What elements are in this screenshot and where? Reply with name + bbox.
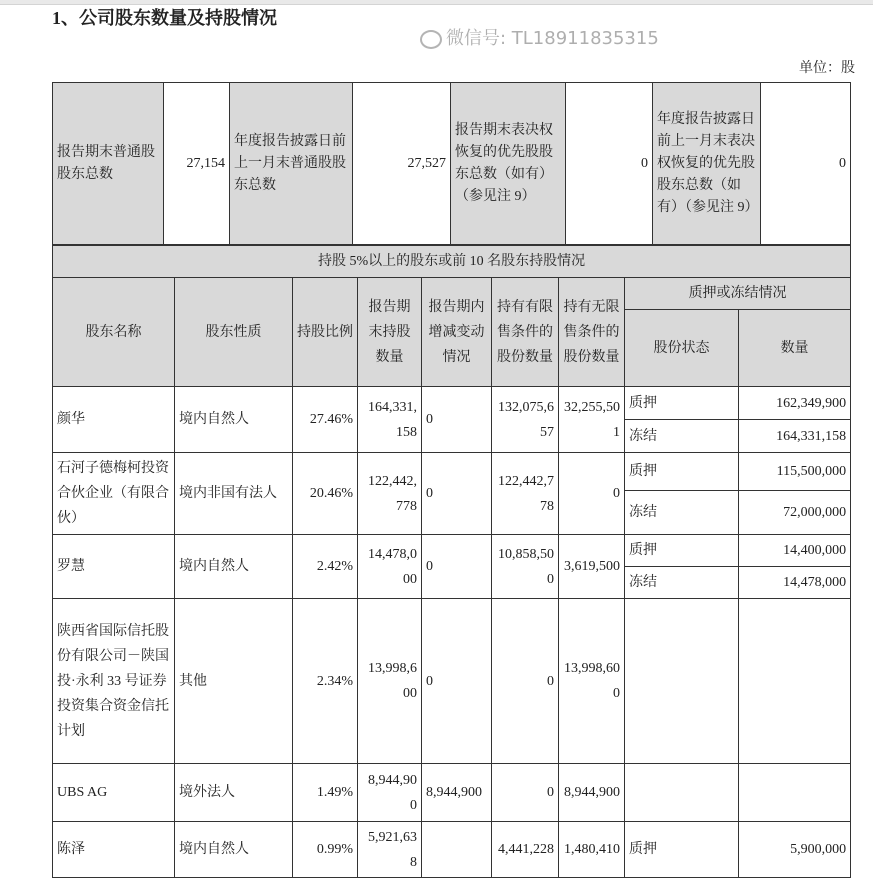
- cell-nature: 境内自然人: [175, 822, 293, 878]
- cell-change: 0: [422, 453, 492, 535]
- cell-restricted: 4,441,228: [492, 822, 559, 878]
- cell-pledge-status: 冻结: [625, 420, 739, 453]
- watermark-text: 微信号: TL18911835315: [446, 28, 659, 49]
- header-change: 报告期内增减变动情况: [422, 278, 492, 387]
- cell-pledge-quantity: 5,900,000: [739, 822, 851, 878]
- cell-change: 0: [422, 387, 492, 453]
- cell-unrestricted: 32,255,501: [559, 387, 625, 453]
- header-restricted: 持有有限售条件的股份数量: [492, 278, 559, 387]
- cell-pledge-quantity: 162,349,900: [739, 387, 851, 420]
- header-quantity: 数量: [739, 310, 851, 387]
- cell-restricted: 132,075,657: [492, 387, 559, 453]
- cell-pledge-quantity: 14,478,000: [739, 567, 851, 599]
- cell-restricted: 0: [492, 764, 559, 822]
- cell-unrestricted: 8,944,900: [559, 764, 625, 822]
- header-unrestricted: 持有无限售条件的股份数量: [559, 278, 625, 387]
- section-heading: 1、公司股东数量及持股情况: [52, 8, 277, 28]
- cell-nature: 境内自然人: [175, 535, 293, 599]
- header-status: 股份状态: [625, 310, 739, 387]
- cell-ratio: 0.99%: [293, 822, 358, 878]
- header-shares: 报告期末持股数量: [358, 278, 422, 387]
- cell-shares: 13,998,600: [358, 599, 422, 764]
- cell-change: [422, 822, 492, 878]
- cell-shares: 8,944,900: [358, 764, 422, 822]
- cell-pledge-status: 冻结: [625, 567, 739, 599]
- summary-label-4: 年度报告披露日前上一月末表决权恢复的优先股股东总数（如有）（参见注 9）: [653, 83, 761, 245]
- cell-pledge-status: [625, 764, 739, 822]
- cell-unrestricted: 0: [559, 453, 625, 535]
- tables-container: [52, 82, 850, 878]
- cell-name: UBS AG: [53, 764, 175, 822]
- table-row: [53, 599, 851, 764]
- cell-name: 罗慧: [53, 535, 175, 599]
- summary-value-2: 27,527: [353, 83, 451, 245]
- header-name: 股东名称: [53, 278, 175, 387]
- watermark: [420, 24, 659, 50]
- cell-name: 颜华: [53, 387, 175, 453]
- cell-pledge-quantity: 14,400,000: [739, 535, 851, 567]
- cell-pledge-quantity: [739, 764, 851, 822]
- summary-value-4: 0: [761, 83, 851, 245]
- cell-pledge-status: 质押: [625, 822, 739, 878]
- cell-unrestricted: 3,619,500: [559, 535, 625, 599]
- cell-shares: 122,442,778: [358, 453, 422, 535]
- cell-unrestricted: 13,998,600: [559, 599, 625, 764]
- header-pledge-group: 质押或冻结情况: [625, 278, 851, 310]
- summary-label-3: 报告期末表决权恢复的优先股股东总数（如有）（参见注 9）: [451, 83, 566, 245]
- cell-nature: 境内自然人: [175, 387, 293, 453]
- table-row: [53, 764, 851, 822]
- top-shareholders-table: [52, 245, 851, 878]
- cell-pledge-quantity: 72,000,000: [739, 491, 851, 535]
- cell-shares: 14,478,000: [358, 535, 422, 599]
- cell-pledge-quantity: 164,331,158: [739, 420, 851, 453]
- cell-pledge-status: 质押: [625, 387, 739, 420]
- cell-ratio: 1.49%: [293, 764, 358, 822]
- cell-pledge-quantity: 115,500,000: [739, 453, 851, 491]
- summary-value-1: 27,154: [164, 83, 230, 245]
- table-row: [53, 453, 851, 491]
- cell-name: 陕西省国际信托股份有限公司－陕国投·永利 33 号证券投资集合资金信托计划: [53, 599, 175, 764]
- cell-nature: 境内非国有法人: [175, 453, 293, 535]
- header-nature: 股东性质: [175, 278, 293, 387]
- table-row: [53, 822, 851, 878]
- summary-label-1: 报告期末普通股股东总数: [53, 83, 164, 245]
- table-row: [53, 387, 851, 420]
- cell-pledge-status: 质押: [625, 453, 739, 491]
- cell-name: 石河子德梅柯投资合伙企业（有限合伙）: [53, 453, 175, 535]
- cell-pledge-status: 冻结: [625, 491, 739, 535]
- cell-shares: 5,921,638: [358, 822, 422, 878]
- shareholder-summary-table: [52, 82, 851, 245]
- cell-shares: 164,331,158: [358, 387, 422, 453]
- cell-ratio: 2.42%: [293, 535, 358, 599]
- cell-unrestricted: 1,480,410: [559, 822, 625, 878]
- cell-restricted: 10,858,500: [492, 535, 559, 599]
- cell-restricted: 0: [492, 599, 559, 764]
- cell-ratio: 20.46%: [293, 453, 358, 535]
- cell-restricted: 122,442,778: [492, 453, 559, 535]
- cell-ratio: 2.34%: [293, 599, 358, 764]
- section-title: 持股 5%以上的股东或前 10 名股东持股情况: [53, 246, 851, 278]
- header-ratio: 持股比例: [293, 278, 358, 387]
- wechat-icon: [420, 30, 442, 49]
- cell-pledge-quantity: [739, 599, 851, 764]
- cell-pledge-status: [625, 599, 739, 764]
- unit-label: 单位：股: [799, 61, 855, 76]
- table-row: [53, 535, 851, 567]
- cell-nature: 境外法人: [175, 764, 293, 822]
- cell-nature: 其他: [175, 599, 293, 764]
- cell-name: 陈泽: [53, 822, 175, 878]
- summary-value-3: 0: [566, 83, 653, 245]
- cell-change: 8,944,900: [422, 764, 492, 822]
- cell-change: 0: [422, 599, 492, 764]
- cell-ratio: 27.46%: [293, 387, 358, 453]
- summary-label-2: 年度报告披露日前上一月末普通股股东总数: [230, 83, 353, 245]
- cell-change: 0: [422, 535, 492, 599]
- cell-pledge-status: 质押: [625, 535, 739, 567]
